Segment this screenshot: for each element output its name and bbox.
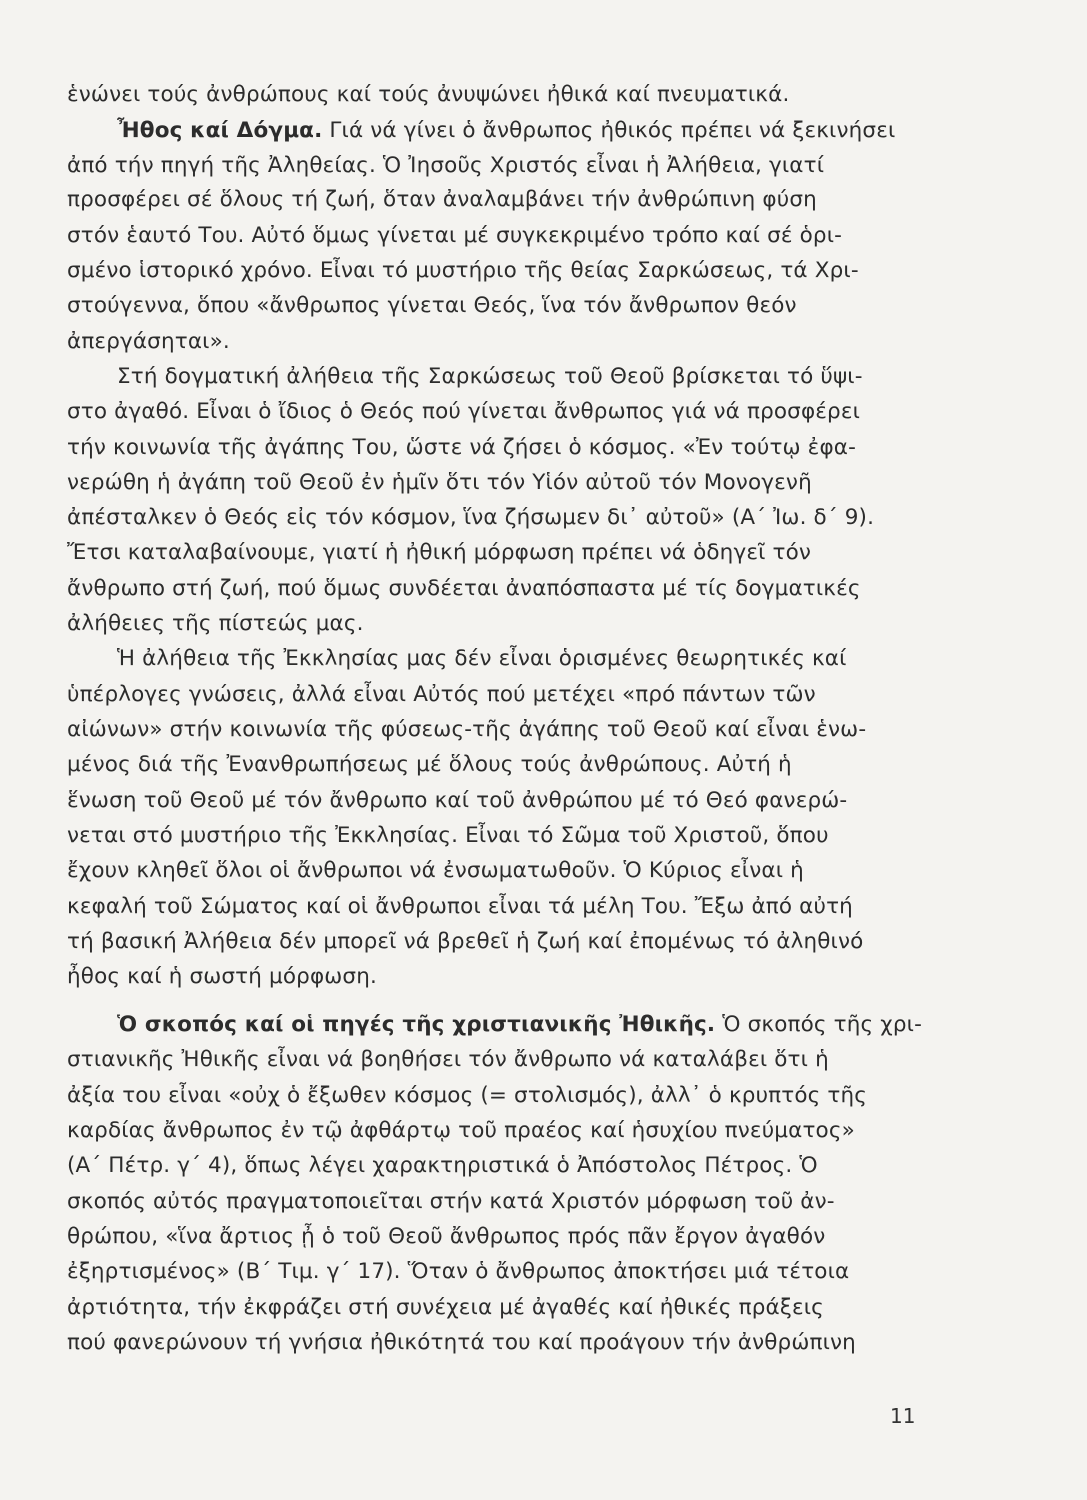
text-line-36: πού φανερώνουν τή γνήσια ἠθικότητά του καί προάγουν τήν ἀνθρώπινη [67, 1330, 856, 1355]
text-line-2-body: Γιά νά γίνει ὁ ἄνθρωπος ἠθικός πρέπει νά ξεκινήσει [329, 118, 896, 143]
text-line-33: θρώπου, «ἵνα ἄρτιος ᾖ ὁ τοῦ Θεοῦ ἄνθρωπος πρός πᾶν ἔργον ἀγαθόν [67, 1224, 826, 1249]
text-line-11: τήν κοινωνία τῆς ἀγάπης Του, ὥστε νά ζήσει ὁ κόσμος. «Ἐν τούτῳ ἐφα- [67, 435, 857, 460]
text-line-19: αἰώνων» στήν κοινωνία τῆς φύσεως-τῆς ἀγάπης τοῦ Θεοῦ καί εἶναι ἑνω- [67, 717, 867, 742]
text-line-24: κεφαλή τοῦ Σώματος καί οἱ ἄνθρωποι εἶναι τά μέλη Του. Ἔξω ἀπό αὐτή [67, 894, 853, 919]
heading-purpose-sources: Ὁ σκοπός καί οἱ πηγές τῆς χριστιανικῆς Ἠθικῆς. [117, 1012, 716, 1037]
text-line-6: σμένο ἱστορικό χρόνο. Εἶναι τό μυστήριο τῆς θείας Σαρκώσεως, τά Χρι- [67, 258, 859, 283]
text-line-27 [117, 1011, 922, 1039]
text-line-15: ἄνθρωπο στή ζωή, πού ὅμως συνδέεται ἀναπόσπαστα μέ τίς δογματικές [67, 576, 861, 601]
text-line-8: ἀπεργάσηται». [67, 329, 230, 354]
text-line-10: στο ἀγαθό. Εἶναι ὁ ἴδιος ὁ Θεός πού γίνεται ἄνθρωπος γιά νά προσφέρει [67, 399, 861, 424]
text-line-26: ἦθος καί ἡ σωστή μόρφωση. [67, 964, 377, 989]
text-line-12: νερώθη ἡ ἀγάπη τοῦ Θεοῦ ἐν ἡμῖν ὅτι τόν Υἱόν αὐτοῦ τόν Μονογενῆ [67, 470, 812, 495]
text-line-9: Στή δογματική ἀλήθεια τῆς Σαρκώσεως τοῦ Θεοῦ βρίσκεται τό ὕψι- [117, 364, 863, 389]
text-line-2 [117, 117, 895, 145]
text-line-32: σκοπός αὐτός πραγματοποιεῖται στήν κατά Χριστόν μόρφωση τοῦ ἀν- [67, 1189, 835, 1214]
text-line-34: ἐξηρτισμένος» (Β΄ Τιμ. γ΄ 17). Ὅταν ὁ ἄνθρωπος ἀποκτήσει μιά τέτοια [67, 1259, 850, 1284]
heading-ethos-dogma: Ἦθος καί Δόγμα. [117, 118, 323, 143]
text-line-28: στιανικῆς Ἠθικῆς εἶναι νά βοηθήσει τόν ἄνθρωπο νά καταλάβει ὅτι ἡ [67, 1047, 829, 1072]
text-line-29: ἀξία του εἶναι «οὐχ ὁ ἔξωθεν κόσμος (= στολισμός), ἀλλ᾽ ὁ κρυπτός τῆς [67, 1083, 868, 1108]
text-line-23: ἔχουν κληθεῖ ὅλοι οἱ ἄνθρωποι νά ἐνσωματωθοῦν. Ὁ Κύριος εἶναι ἡ [67, 858, 804, 883]
text-line-16: ἀλήθειες τῆς πίστεώς μας. [67, 611, 364, 636]
text-line-25: τή βασική Ἀλήθεια δέν μπορεῖ νά βρεθεῖ ἡ ζωή καί ἐπομένως τό ἀληθινό [67, 929, 864, 954]
text-line-3: ἀπό τήν πηγή τῆς Ἀληθείας. Ὁ Ἰησοῦς Χριστός εἶναι ἡ Ἀλήθεια, γιατί [67, 153, 825, 178]
text-line-5: στόν ἑαυτό Του. Αὐτό ὅμως γίνεται μέ συγκεκριμένο τρόπο καί σέ ὁρι- [67, 223, 843, 248]
text-line-22: νεται στό μυστήριο τῆς Ἐκκλησίας. Εἶναι τό Σῶμα τοῦ Χριστοῦ, ὅπου [67, 823, 829, 848]
text-line-31: (Α΄ Πέτρ. γ΄ 4), ὅπως λέγει χαρακτηριστικά ὁ Ἀπόστολος Πέτρος. Ὁ [67, 1153, 818, 1178]
text-line-20: μένος διά τῆς Ἐνανθρωπήσεως μέ ὅλους τούς ἀνθρώπους. Αὐτή ἡ [67, 752, 792, 777]
page-number: 11 [890, 1404, 916, 1428]
text-line-21: ἕνωση τοῦ Θεοῦ μέ τόν ἄνθρωπο καί τοῦ ἀνθρώπου μέ τό Θεό φανερώ- [67, 788, 848, 813]
text-line-4: προσφέρει σέ ὅλους τή ζωή, ὅταν ἀναλαμβάνει τήν ἀνθρώπινη φύση [67, 187, 817, 212]
text-line-7: στούγεννα, ὅπου «ἄνθρωπος γίνεται Θεός, ἵνα τόν ἄνθρωπον θεόν [67, 293, 797, 318]
text-line-30: καρδίας ἄνθρωπος ἐν τῷ ἀφθάρτῳ τοῦ πραέος καί ἡσυχίου πνεύματος» [67, 1118, 855, 1143]
text-line-27-body: Ὁ σκοπός τῆς χρι- [722, 1012, 922, 1037]
text-line-35: ἀρτιότητα, τήν ἐκφράζει στή συνέχεια μέ ἀγαθές καί ἠθικές πράξεις [67, 1295, 824, 1320]
text-line-17: Ἡ ἀλήθεια τῆς Ἐκκλησίας μας δέν εἶναι ὁρισμένες θεωρητικές καί [117, 646, 847, 671]
text-line-14: Ἔτσι καταλαβαίνουμε, γιατί ἡ ἠθική μόρφωση πρέπει νά ὁδηγεῖ τόν [67, 540, 812, 565]
text-line-1: ἑνώνει τούς ἀνθρώπους καί τούς ἀνυψώνει ἠθικά καί πνευματικά. [67, 82, 790, 107]
text-line-13: ἀπέσταλκεν ὁ Θεός εἰς τόν κόσμον, ἵνα ζήσωμεν δι᾽ αὐτοῦ» (Α΄ Ἰω. δ΄ 9). [67, 505, 875, 530]
text-line-18: ὑπέρλογες γνώσεις, ἀλλά εἶναι Αὐτός πού μετέχει «πρό πάντων τῶν [67, 682, 816, 707]
